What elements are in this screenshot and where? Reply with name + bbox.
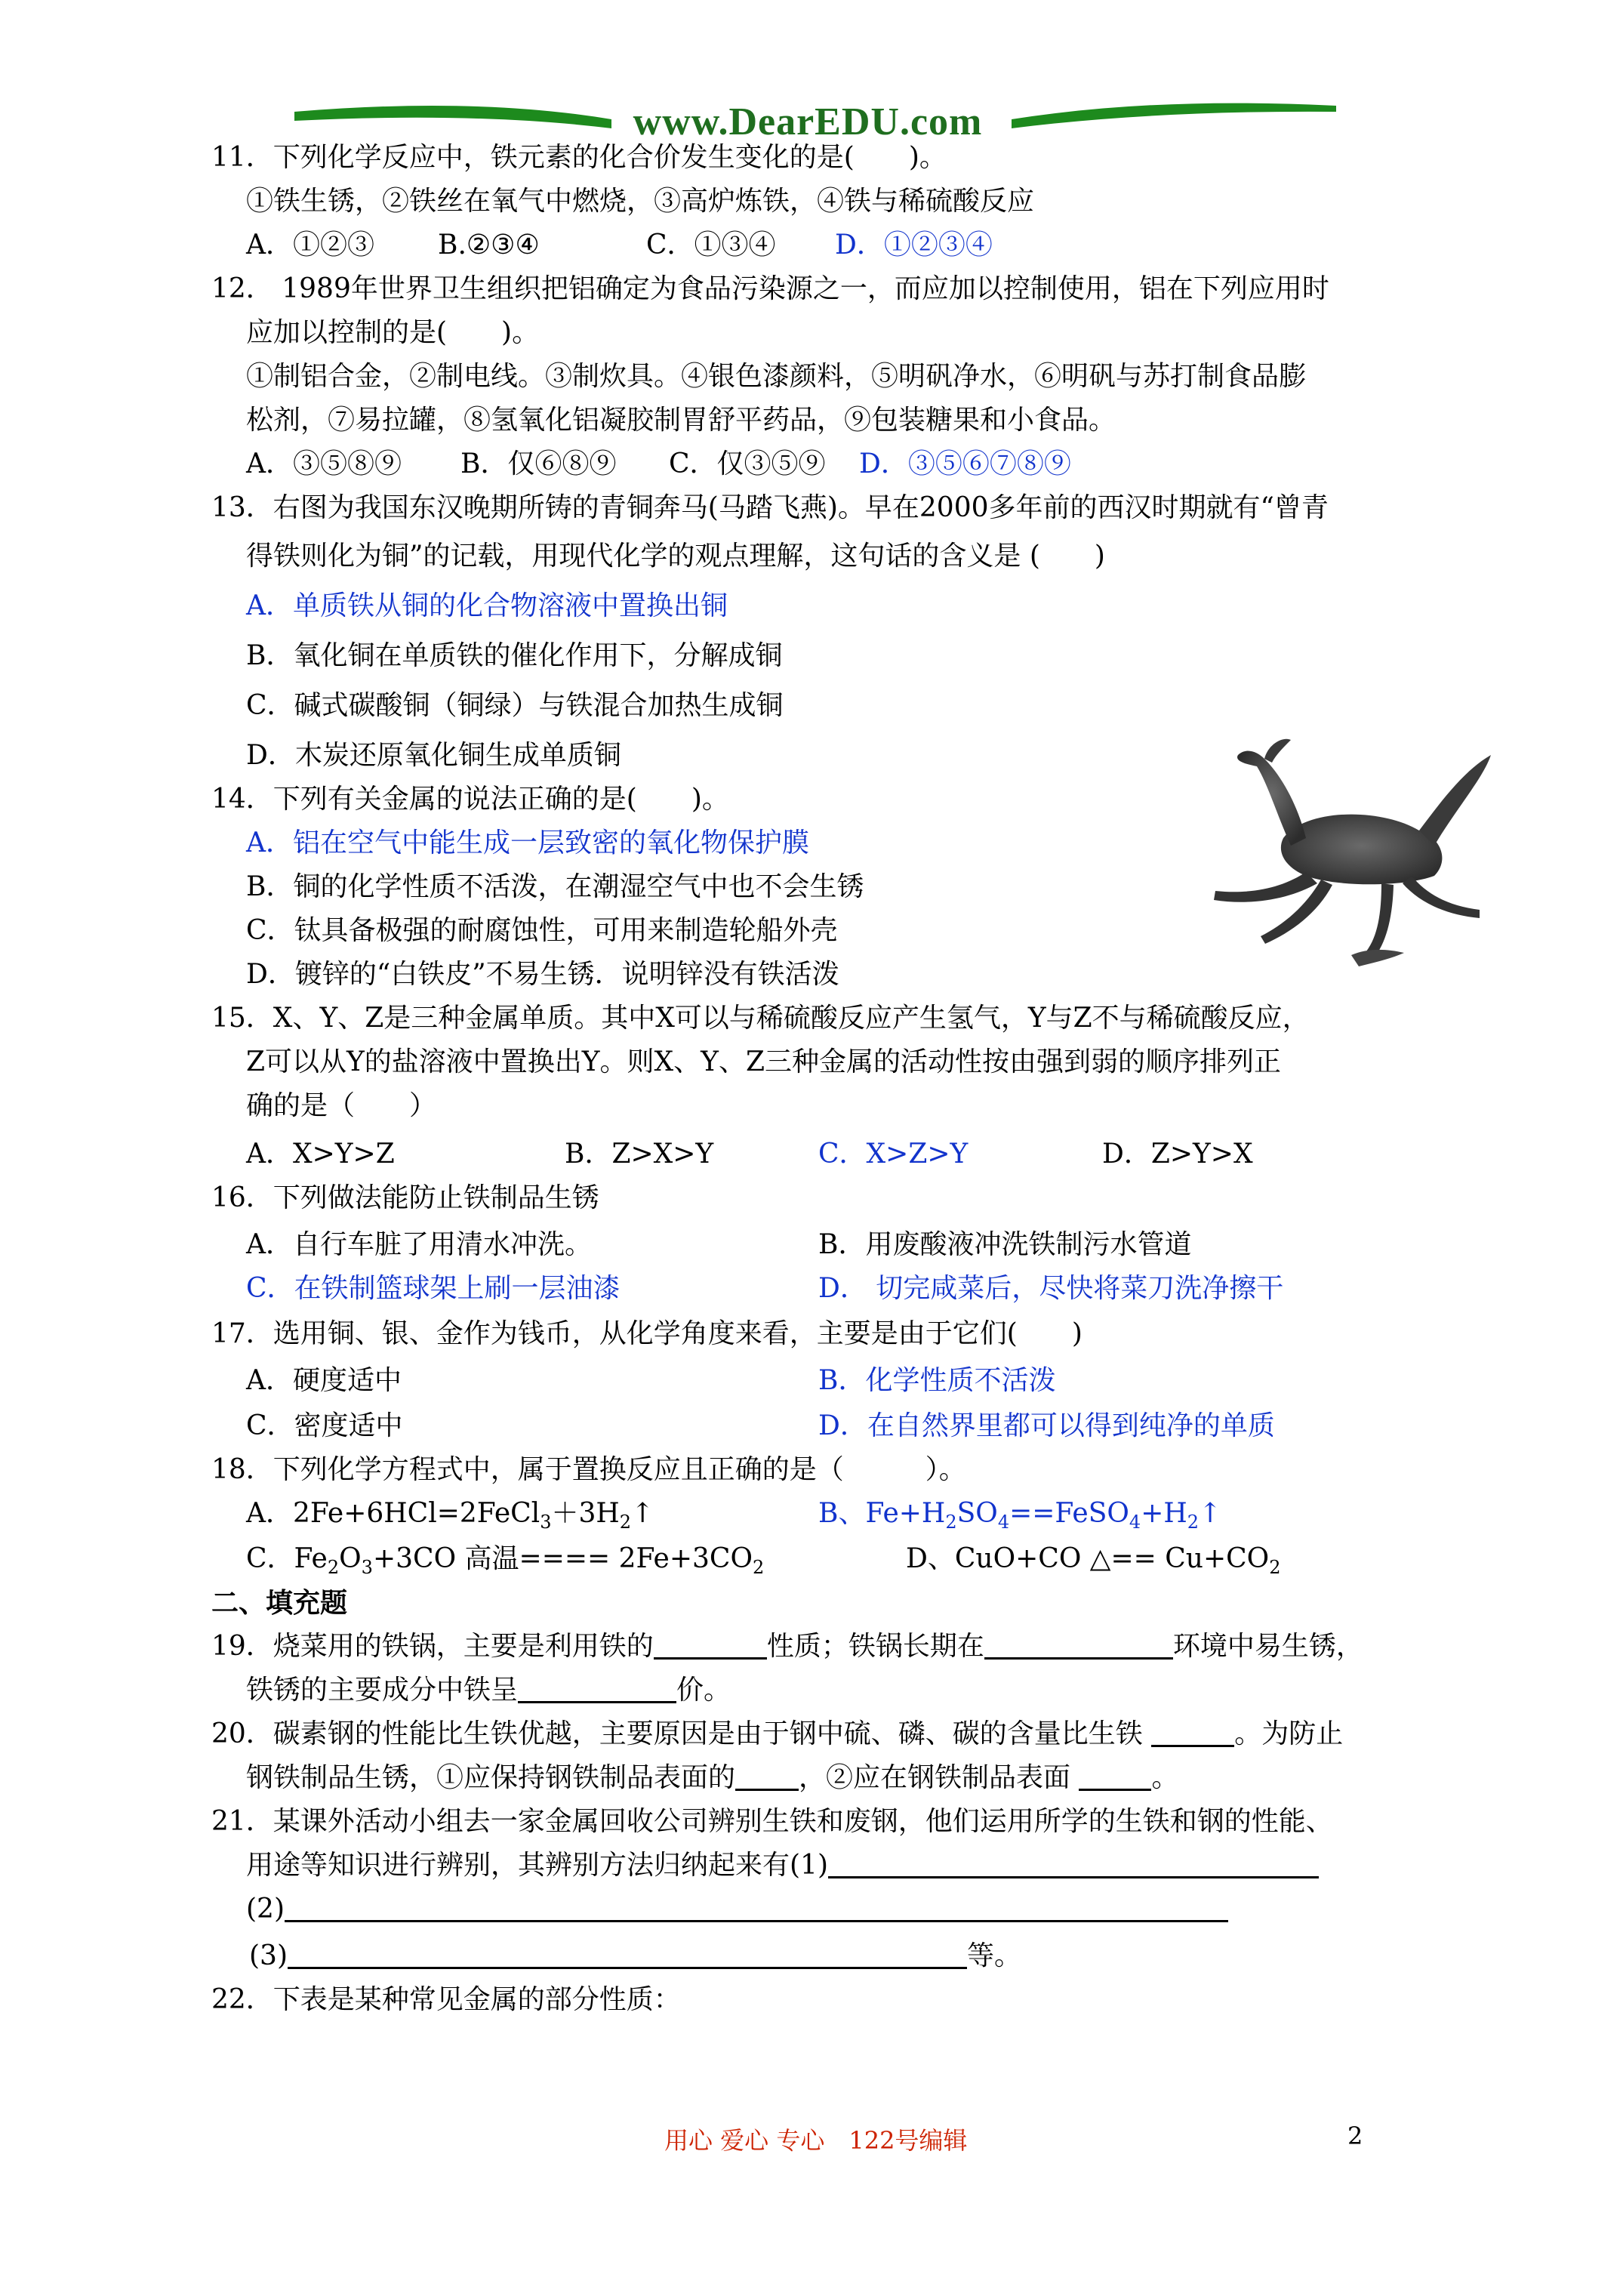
q11-option-c: C．①③④	[646, 230, 776, 260]
q16-option-a: A．自行车脏了用清水冲洗。	[246, 1229, 592, 1260]
q21-blank-2[interactable]	[285, 1890, 1228, 1922]
q19-blank-3[interactable]	[518, 1671, 676, 1703]
bronze-galloping-horse-image	[1193, 725, 1510, 974]
q14-stem: 14．下列有关金属的说法正确的是( )。	[211, 784, 729, 815]
q17-option-a: A．硬度适中	[246, 1365, 402, 1396]
q22-stem: 22．下表是某种常见金属的部分性质：	[211, 1984, 681, 2015]
q12-option-c: C．仅③⑤⑨	[669, 448, 826, 479]
q11-option-b: B.②③④	[438, 230, 540, 260]
q18-option-b: B、$Fe+H_2SO_4==FeSO_4+H_2↑$	[818, 1498, 1222, 1533]
q20-blank-2[interactable]	[735, 1758, 799, 1791]
q21-blank-3[interactable]	[288, 1937, 967, 1969]
q16-stem: 16．下列做法能防止铁制品生锈	[211, 1182, 599, 1213]
q19-line2: 铁锈的主要成分中铁呈 价。	[246, 1669, 731, 1712]
q15-stem-line1: 15．X、Y、Z是三种金属单质。其中X可以与稀硫酸反应产生氢气，Y与Z不与稀硫酸反应，	[211, 1003, 1310, 1034]
q19-blank-1[interactable]	[654, 1627, 767, 1660]
q17-option-b: B．化学性质不活泼	[818, 1365, 1056, 1396]
q13-option-a: A．单质铁从铜的化合物溶液中置换出铜	[246, 590, 728, 621]
q18-option-a: A．$2Fe+6HCl=2FeCl_3+3H_2↑$	[246, 1498, 654, 1533]
q21-blank-1[interactable]	[828, 1846, 1319, 1878]
q13-stem-line2: 得铁则化为铜”的记载，用现代化学的观点理解，这句话的含义是 ( )	[246, 541, 1105, 572]
q15-option-c: C．X>Z>Y	[818, 1139, 969, 1170]
q15-stem-line2: Z可以从Y的盐溶液中置换出Y。则X、Y、Z三种金属的活动性按由强到弱的顺序排列正	[246, 1046, 1281, 1077]
q14-option-b: B．铜的化学性质不活泼，在潮湿空气中也不会生锈	[246, 871, 864, 902]
q20-line2: 钢铁制品生锈，①应保持钢铁制品表面的 ，②应在钢铁制品表面 。	[246, 1756, 1178, 1800]
q16-option-d: D． 切完咸菜后，尽快将菜刀洗净擦干	[818, 1273, 1284, 1304]
section-heading-fill-in: 二、填充题	[211, 1587, 348, 1619]
q13-option-b: B．氧化铜在单质铁的催化作用下，分解成铜	[246, 640, 783, 671]
q13-stem-line1: 13．右图为我国东汉晚期所铸的青铜奔马(马踏飞燕)。早在2000多年前的西汉时期就有“曾青	[211, 492, 1329, 523]
q17-option-d: D．在自然界里都可以得到纯净的单质	[818, 1410, 1275, 1441]
q20-blank-3[interactable]	[1079, 1758, 1151, 1791]
q12-items-line1: ①制铝合金，②制电线。③制炊具。④银色漆颜料，⑤明矾净水，⑥明矾与苏打制食品膨	[246, 361, 1307, 392]
q16-option-b: B．用废酸液冲洗铁制污水管道	[818, 1229, 1192, 1260]
q21-line3: (2)	[246, 1888, 1228, 1931]
q21-line1: 21．某课外活动小组去一家金属回收公司辨别生铁和废钢，他们运用所学的生铁和钢的性能、	[211, 1806, 1333, 1837]
q21-line2: 用途等知识进行辨别，其辨别方法归纳起来有(1)	[246, 1844, 1319, 1888]
q21-line4: (3) 等。	[249, 1934, 1021, 1978]
q15-option-b: B．Z>X>Y	[565, 1139, 714, 1170]
q13-option-d: D．木炭还原氧化铜生成单质铜	[246, 740, 621, 771]
q11-option-d: D．①②③④	[835, 230, 993, 260]
q18-option-d: D、CuO+CO △== $Cu+CO_2$	[906, 1543, 1281, 1579]
q12-stem-line2: 应加以控制的是( )。	[246, 317, 540, 348]
q12-stem-line1: 12． 1989年世界卫生组织把铝确定为食品污染源之一，而应加以控制使用，铝在下列应用时	[211, 273, 1329, 304]
q18-option-c: C．$Fe_2O_3+3CO$ 高温==== $2Fe+3CO_2$	[246, 1543, 765, 1579]
q15-stem-line3: 确的是（ ）	[246, 1090, 437, 1121]
page-number: 2	[1347, 2122, 1363, 2150]
q12-items-line2: 松剂，⑦易拉罐，⑧氢氧化铝凝胶制胃舒平药品，⑨包装糖果和小食品。	[246, 405, 1116, 436]
q19-line1: 19．烧菜用的铁锅，主要是利用铁的 性质；铁锅长期在 环境中易生锈，	[211, 1625, 1363, 1669]
site-logo: www.DearEDU.com	[633, 100, 983, 143]
q15-option-d: D．Z>Y>X	[1102, 1139, 1253, 1170]
q13-option-c: C．碱式碳酸铜（铜绿）与铁混合加热生成铜	[246, 690, 784, 721]
q11-stem: 11．下列化学反应中，铁元素的化合价发生变化的是( )。	[211, 142, 947, 173]
q17-option-c: C．密度适中	[246, 1410, 403, 1441]
q20-blank-1[interactable]	[1151, 1715, 1234, 1747]
q18-stem: 18．下列化学方程式中，属于置换反应且正确的是（ ）。	[211, 1454, 966, 1485]
q20-line1: 20．碳素钢的性能比生铁优越，主要原因是由于钢中硫、磷、碳的含量比生铁 。为防止	[211, 1712, 1343, 1756]
q12-option-b: B．仅⑥⑧⑨	[460, 448, 617, 479]
q14-option-a: A．铝在空气中能生成一层致密的氧化物保护膜	[246, 827, 809, 858]
q14-option-c: C．钛具备极强的耐腐蚀性，可用来制造轮船外壳	[246, 915, 838, 946]
q11-items: ①铁生锈，②铁丝在氧气中燃烧，③高炉炼铁，④铁与稀硫酸反应	[246, 186, 1035, 217]
q17-stem: 17．选用铜、银、金作为钱币，从化学角度来看，主要是由于它们( )	[211, 1318, 1083, 1349]
q12-option-d: D．③⑤⑥⑦⑧⑨	[859, 448, 1071, 479]
footer-slogan: 用心 爱心 专心 122号编辑	[664, 2126, 968, 2155]
q15-option-a: A．X>Y>Z	[246, 1139, 395, 1170]
q14-option-d: D．镀锌的“白铁皮”不易生锈．说明锌没有铁活泼	[246, 959, 839, 990]
q16-option-c: C．在铁制篮球架上刷一层油漆	[246, 1273, 621, 1304]
q12-option-a: A．③⑤⑧⑨	[246, 448, 402, 479]
q19-blank-2[interactable]	[984, 1627, 1173, 1660]
q11-option-a: A．①②③	[246, 230, 374, 260]
